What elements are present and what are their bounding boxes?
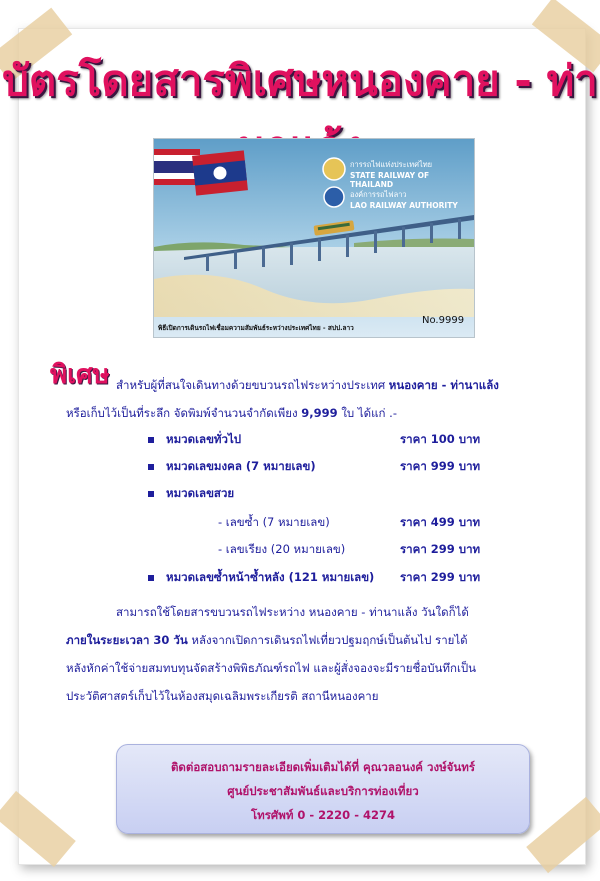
ticket-lao-en: LAO RAILWAY AUTHORITY: [350, 201, 458, 210]
intro-line-2: [66, 405, 397, 423]
price-auspicious: ราคา 999 บาท: [400, 459, 481, 473]
body-line-4: ประวัติศาสตร์เก็บไว้ในห้องสมุดเฉลิมพระเกียรติ สถานีหนองคาย: [66, 689, 379, 703]
bullet-icon: [148, 575, 154, 581]
category-beautiful: หมวดเลขสวย: [166, 486, 235, 500]
page-title: บัตรโดยสารพิเศษหนองคาย - ท่า: [2, 56, 598, 105]
intro-text-2-end: ใบ ได้แก่ .-: [341, 406, 397, 420]
body-line-2: [66, 632, 468, 650]
lao-flag: [192, 150, 248, 195]
srt-logo: [323, 158, 345, 180]
bullet-icon: [148, 491, 154, 497]
price-repeat: ราคา 499 บาท: [400, 515, 481, 529]
contact-person: ติดต่อสอบถามรายละเอียดเพิ่มเติมได้ที่ คุณวลอนงค์ วงษ์จันทร์: [170, 760, 476, 774]
intro-count: 9,999: [301, 406, 338, 420]
price-sequence: ราคา 299 บาท: [400, 542, 481, 556]
body-line-2-rest: หลังจากเปิดการเดินรถไฟเที่ยวปฐมฤกษ์เป็นต้นไป รายได้: [191, 633, 468, 647]
ticket-number: No.9999: [422, 315, 465, 326]
price-mirror: ราคา 299 บาท: [400, 570, 481, 584]
intro-text-1: สำหรับผู้ที่สนใจเดินทางด้วยขบวนรถไฟระหว่างประเทศ: [116, 378, 386, 392]
category-mirror: หมวดเลขซ้ำหน้าซ้ำหลัง (121 หมายเลข): [166, 570, 375, 584]
contact-department: ศูนย์ประชาสัมพันธ์และบริการท่องเที่ยว: [227, 784, 419, 798]
intro-text-2: หรือเก็บไว้เป็นที่ระลึก จัดพิมพ์จำนวนจำกัดเพียง: [66, 406, 298, 420]
body-line-3: หลังหักค่าใช้จ่ายสมทบทุนจัดสร้างพิพิธภัณฑ์รถไฟ และผู้สั่งจองจะมีรายชื่อบันทึกเป็น: [66, 661, 477, 675]
contact-box: [116, 744, 530, 834]
contact-phone: โทรศัพท์ 0 - 2220 - 4274: [251, 808, 395, 822]
body-line-1: สามารถใช้โดยสารขบวนรถไฟระหว่าง หนองคาย - ท่านาแล้ง วันใดก็ได้: [116, 605, 469, 619]
category-auspicious: หมวดเลขมงคล (7 หมายเลข): [166, 459, 316, 473]
category-sequence: - เลขเรียง (20 หมายเลข): [218, 542, 346, 556]
body-period: ภายในระยะเวลา 30 วัน: [66, 633, 188, 647]
intro-route: หนองคาย - ท่านาแล้ง: [388, 378, 499, 392]
category-repeat: - เลขซ้ำ (7 หมายเลข): [218, 515, 330, 529]
ticket-footer: [154, 317, 474, 337]
ticket-lao-th: องค์การรถไฟลาว: [350, 190, 407, 199]
thai-flag: [154, 149, 200, 185]
ticket-caption: พิธีเปิดการเดินรถไฟเชื่อมความสัมพันธ์ระหว่างประเทศไทย - สปป.ลาว: [158, 324, 354, 332]
bullet-icon: [148, 437, 154, 443]
price-general: ราคา 100 บาท: [400, 432, 481, 446]
intro-line-1: [116, 377, 499, 395]
ticket-org-th: การรถไฟแห่งประเทศไทย: [350, 160, 433, 169]
lao-railway-logo: [324, 187, 344, 207]
bullet-icon: [148, 464, 154, 470]
category-general: หมวดเลขทั่วไป: [166, 432, 242, 446]
ticket-org-en: STATE RAILWAY OF THAILAND: [350, 171, 430, 189]
special-heading: พิเศษ: [50, 360, 110, 390]
ticket-image: [153, 138, 475, 338]
